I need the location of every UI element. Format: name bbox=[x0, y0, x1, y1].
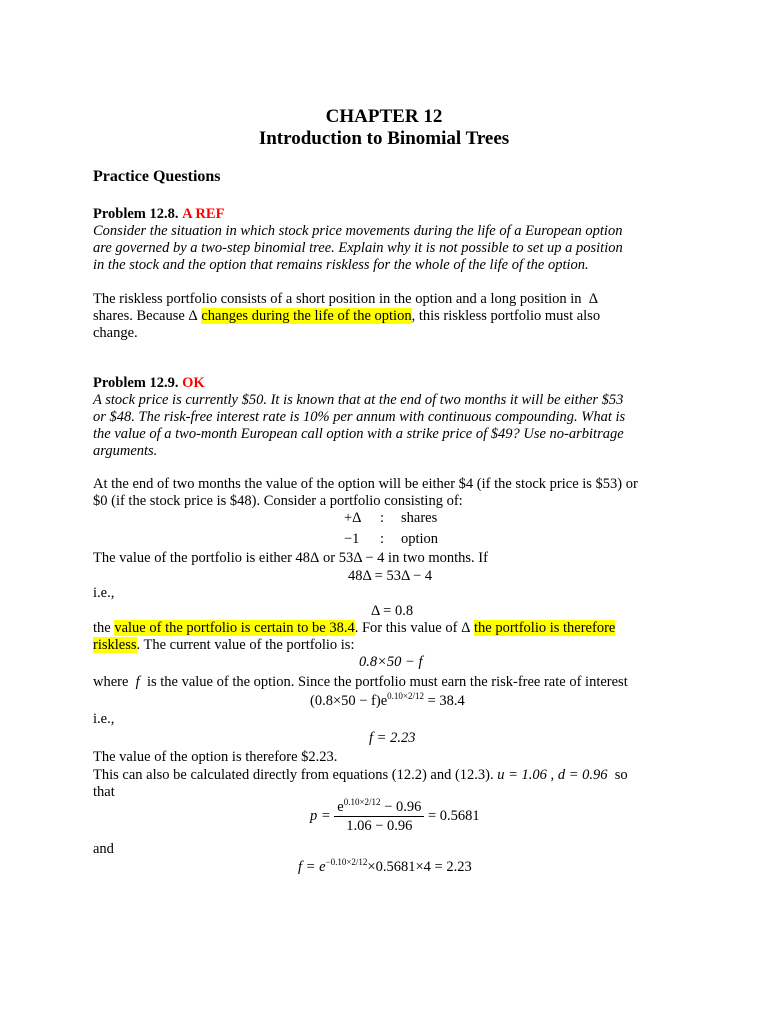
math-expression: − 0.96 bbox=[384, 799, 422, 815]
question-line: the value of a two-month European call option with a strike price of $49? Use no-arbitrage bbox=[93, 426, 624, 442]
answer-text: is the value of the option. Since the portfolio must earn the risk-free rate of interest bbox=[146, 674, 628, 690]
equation: 0.8×50 − f bbox=[359, 654, 423, 670]
portfolio-item: shares bbox=[401, 510, 438, 526]
answer-text: so bbox=[614, 767, 628, 783]
problem-12-9-heading bbox=[93, 375, 205, 393]
answer-line: i.e., bbox=[93, 585, 115, 601]
answer-line: that bbox=[93, 784, 115, 800]
problem-label: Problem 12.9. bbox=[93, 375, 179, 391]
math-expression: u = 1.06 , bbox=[497, 767, 555, 783]
portfolio-quantity: −1 bbox=[344, 531, 360, 547]
equation: f = 2.23 bbox=[369, 730, 416, 746]
status-tag: A REF bbox=[182, 206, 225, 222]
math-variable: f bbox=[135, 674, 140, 690]
answer-line: The value of the option is therefore $2.23. bbox=[93, 749, 338, 765]
equation bbox=[310, 693, 465, 711]
equation: Δ = 0.8 bbox=[371, 603, 414, 619]
equation bbox=[298, 859, 472, 877]
portfolio-row bbox=[344, 510, 437, 528]
question-line: are governed by a two-step binomial tree. Explain why it is not possible to set up a position bbox=[93, 240, 623, 256]
portfolio-quantity: +Δ bbox=[344, 510, 362, 526]
exponent: −0.10×2/12 bbox=[325, 857, 368, 868]
math-expression: = 38.4 bbox=[427, 693, 465, 709]
answer-text: or bbox=[323, 550, 336, 566]
problem-label: Problem 12.8. bbox=[93, 206, 179, 222]
answer-text: in two months. If bbox=[388, 550, 488, 566]
math-expression: e bbox=[337, 799, 344, 815]
answer-line bbox=[93, 674, 628, 692]
math-expression: = 0.5681 bbox=[428, 807, 480, 824]
math-expression: (0.8×50 − f)e bbox=[310, 693, 388, 709]
question-line: arguments. bbox=[93, 443, 158, 459]
question-line: Consider the situation in which stock price movements during the life of a European option bbox=[93, 223, 623, 239]
answer-text: This can also be calculated directly from equations (12.2) and (12.3). bbox=[93, 767, 494, 783]
delta-symbol: Δ bbox=[188, 308, 198, 324]
math-expression: ×0.5681×4 = 2.23 bbox=[367, 859, 472, 875]
answer-line: change. bbox=[93, 325, 138, 341]
chapter-title: Introduction to Binomial Trees bbox=[258, 128, 510, 149]
highlighted-text: riskless bbox=[93, 637, 137, 653]
equation-fraction bbox=[310, 798, 480, 835]
answer-text: , this riskless portfolio must also bbox=[411, 308, 601, 324]
section-heading: Practice Questions bbox=[93, 168, 221, 185]
answer-text: where bbox=[93, 674, 129, 690]
math-expression: f = e bbox=[298, 859, 326, 875]
portfolio-separator: : bbox=[380, 510, 385, 526]
math-expression: d = 0.96 bbox=[557, 767, 608, 783]
highlighted-text: value of the portfolio is certain to be 38.4 bbox=[114, 620, 355, 636]
answer-line bbox=[93, 767, 628, 785]
exponent: 0.10×2/12 bbox=[387, 691, 424, 702]
answer-text: The value of the portfolio is either bbox=[93, 550, 292, 566]
answer-line: i.e., bbox=[93, 711, 115, 727]
answer-text: the bbox=[93, 620, 111, 636]
chapter-number: CHAPTER 12 bbox=[325, 106, 443, 127]
answer-line bbox=[93, 637, 354, 655]
portfolio-item: option bbox=[401, 531, 439, 547]
math-expression: 48Δ bbox=[295, 550, 320, 566]
answer-text: The riskless portfolio consists of a short position in the option and a long position in bbox=[93, 291, 582, 307]
question-line: in the stock and the option that remains riskless for the whole of the life of the option. bbox=[93, 257, 589, 273]
fraction bbox=[334, 798, 424, 835]
delta-symbol: Δ bbox=[461, 620, 471, 636]
delta-symbol: Δ bbox=[588, 291, 599, 307]
answer-line bbox=[93, 550, 488, 568]
answer-line: At the end of two months the value of the option will be either $4 (if the stock price is $53) or bbox=[93, 476, 638, 492]
fraction-denominator: 1.06 − 0.96 bbox=[346, 818, 413, 834]
fraction-numerator bbox=[334, 798, 424, 817]
answer-line bbox=[93, 620, 615, 638]
answer-text: . For this value of bbox=[354, 620, 458, 636]
equation: 48Δ = 53Δ − 4 bbox=[348, 568, 433, 584]
question-line: or $48. The risk-free interest rate is 10% per annum with continuous compounding. What is bbox=[93, 409, 626, 425]
answer-line: $0 (if the stock price is $48). Consider a portfolio consisting of: bbox=[93, 493, 463, 509]
math-expression: 53Δ − 4 bbox=[338, 550, 385, 566]
answer-line bbox=[93, 291, 598, 309]
portfolio-row bbox=[344, 531, 438, 549]
portfolio-separator: : bbox=[380, 531, 385, 547]
answer-line bbox=[93, 308, 600, 326]
answer-text: . The current value of the portfolio is: bbox=[136, 637, 355, 653]
math-expression: p = bbox=[310, 807, 331, 824]
status-tag: OK bbox=[182, 375, 205, 391]
answer-line: and bbox=[93, 841, 114, 857]
question-line: A stock price is currently $50. It is known that at the end of two months it will be either $53 bbox=[93, 392, 624, 408]
answer-text: shares. Because bbox=[93, 308, 185, 324]
highlighted-text: the portfolio is therefore bbox=[474, 620, 616, 636]
exponent: 0.10×2/12 bbox=[343, 797, 381, 808]
problem-12-8-heading bbox=[93, 206, 224, 224]
highlighted-text: changes during the life of the option bbox=[201, 308, 412, 324]
